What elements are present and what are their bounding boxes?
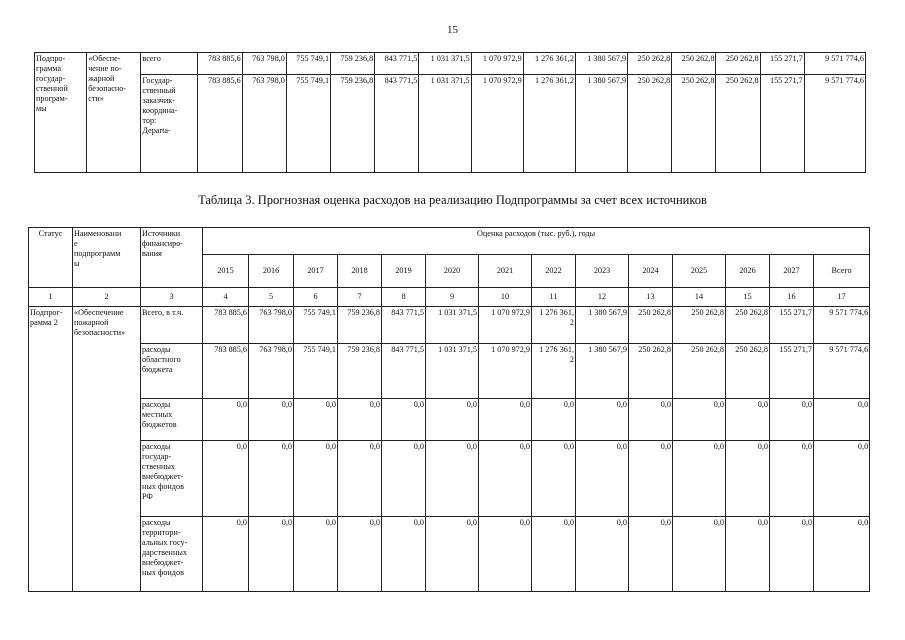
column-index: 10 [479, 288, 532, 307]
value-cell: 0,0 [479, 399, 532, 441]
value-cell: 250 262,8 [716, 53, 760, 75]
table-row [29, 517, 870, 592]
value-cell: 9 571 774,6 [804, 53, 865, 75]
value-cell: 1 380 567,9 [576, 307, 629, 344]
value-cell: 250 262,8 [628, 75, 672, 173]
column-index: 11 [532, 288, 576, 307]
source-cell: всего [141, 53, 197, 75]
column-index: 5 [249, 288, 294, 307]
value-cell: 1 276 361,2 [523, 53, 575, 75]
status-header: Статус [29, 228, 73, 288]
value-cell: 250 262,8 [716, 75, 760, 173]
source-cell: расходы местных бюджетов [141, 399, 203, 441]
value-cell: 0,0 [814, 441, 870, 517]
value-cell: 0,0 [382, 441, 426, 517]
value-cell: 250 262,8 [726, 344, 770, 399]
value-cell: 1 070 972,9 [479, 344, 532, 399]
value-cell: 155 271,7 [760, 53, 804, 75]
value-cell: 0,0 [629, 517, 673, 592]
value-cell: 155 271,7 [770, 307, 814, 344]
year-header: 2016 [249, 255, 294, 288]
source-cell: расходы государ- ственных внебюджет- ных фондов РФ [141, 441, 203, 517]
value-cell: 843 771,5 [382, 307, 426, 344]
value-cell: 0,0 [382, 399, 426, 441]
value-cell: 0,0 [426, 399, 479, 441]
table-continuation [34, 52, 866, 173]
value-cell: 155 271,7 [760, 75, 804, 173]
value-cell: 1 380 567,9 [575, 53, 627, 75]
source-cell: Всего, в т.ч. [141, 307, 203, 344]
year-header: 2022 [532, 255, 576, 288]
estimate-header: Оценка расходов (тыс. руб.), годы [203, 228, 870, 255]
value-cell: 0,0 [576, 441, 629, 517]
source-header: Источники финансиро- вания [141, 228, 203, 288]
status-cell: Подпро- грамма государ- ственной програм- мы [35, 53, 87, 173]
value-cell: 0,0 [726, 517, 770, 592]
column-index: 3 [141, 288, 203, 307]
value-cell: 763 798,0 [249, 307, 294, 344]
value-cell: 0,0 [673, 441, 726, 517]
year-header: 2017 [294, 255, 338, 288]
column-index: 9 [426, 288, 479, 307]
name-cell: «Обеспечение пожарной безопасности» [73, 307, 141, 592]
year-header: 2027 [770, 255, 814, 288]
column-index: 17 [814, 288, 870, 307]
value-cell: 1 070 972,9 [471, 75, 523, 173]
value-cell: 0,0 [673, 399, 726, 441]
year-header: Всего [814, 255, 870, 288]
value-cell: 0,0 [479, 517, 532, 592]
value-cell: 0,0 [249, 441, 294, 517]
year-header: 2023 [576, 255, 629, 288]
value-cell: 0,0 [576, 399, 629, 441]
value-cell: 1 380 567,9 [576, 344, 629, 399]
value-cell: 843 771,5 [382, 344, 426, 399]
value-cell: 1 031 371,5 [419, 75, 471, 173]
table-row [29, 441, 870, 517]
value-cell: 0,0 [532, 441, 576, 517]
year-header: 2026 [726, 255, 770, 288]
source-cell: Государ- ственный заказчик- координа- тор: Деparta- [141, 75, 197, 173]
table-row [35, 75, 866, 173]
value-cell: 9 571 774,6 [814, 307, 870, 344]
value-cell: 1 031 371,5 [419, 53, 471, 75]
value-cell: 0,0 [203, 517, 249, 592]
value-cell: 0,0 [294, 441, 338, 517]
value-cell: 0,0 [673, 517, 726, 592]
value-cell: 763 798,0 [242, 75, 286, 173]
table-row [29, 399, 870, 441]
value-cell: 250 262,8 [673, 307, 726, 344]
year-header: 2024 [629, 255, 673, 288]
value-cell: 250 262,8 [629, 344, 673, 399]
column-index: 6 [294, 288, 338, 307]
value-cell: 759 236,8 [331, 75, 375, 173]
header-row [29, 228, 870, 255]
value-cell: 250 262,8 [672, 53, 716, 75]
value-cell: 250 262,8 [726, 307, 770, 344]
column-index: 1 [29, 288, 73, 307]
value-cell: 0,0 [770, 399, 814, 441]
name-header: Наименовани е подпрограмм ы [73, 228, 141, 288]
name-cell: «Обеспе- чение по- жарной безопасно- сти» [87, 53, 141, 173]
value-cell: 1 276 361, 2 [532, 307, 576, 344]
column-index: 14 [673, 288, 726, 307]
value-cell: 843 771,5 [375, 53, 419, 75]
value-cell: 0,0 [338, 399, 382, 441]
value-cell: 0,0 [576, 517, 629, 592]
value-cell: 763 798,0 [242, 53, 286, 75]
column-index: 16 [770, 288, 814, 307]
value-cell: 0,0 [814, 517, 870, 592]
value-cell: 0,0 [814, 399, 870, 441]
value-cell: 755 749,1 [286, 75, 330, 173]
value-cell: 0,0 [532, 517, 576, 592]
value-cell: 250 262,8 [672, 75, 716, 173]
column-index: 15 [726, 288, 770, 307]
value-cell: 0,0 [629, 399, 673, 441]
status-cell: Подпрог- рамма 2 [29, 307, 73, 592]
value-cell: 0,0 [249, 517, 294, 592]
year-header: 2025 [673, 255, 726, 288]
value-cell: 0,0 [203, 399, 249, 441]
value-cell: 783 885,6 [203, 307, 249, 344]
column-index: 12 [576, 288, 629, 307]
source-cell: расходы территори- альных госу- дарственных внебюджет- ных фондов [141, 517, 203, 592]
value-cell: 0,0 [294, 517, 338, 592]
value-cell: 763 798,0 [249, 344, 294, 399]
value-cell: 250 262,8 [629, 307, 673, 344]
value-cell: 759 236,8 [331, 53, 375, 75]
value-cell: 783 885,6 [197, 53, 242, 75]
year-header: 2020 [426, 255, 479, 288]
value-cell: 759 236,8 [338, 344, 382, 399]
column-index: 7 [338, 288, 382, 307]
value-cell: 755 749,1 [286, 53, 330, 75]
page-number: 15 [447, 24, 458, 36]
value-cell: 0,0 [770, 517, 814, 592]
value-cell: 1 276 361, 2 [532, 344, 576, 399]
value-cell: 9 571 774,6 [804, 75, 865, 173]
column-index: 2 [73, 288, 141, 307]
value-cell: 0,0 [726, 441, 770, 517]
value-cell: 155 271,7 [770, 344, 814, 399]
value-cell: 755 749,1 [294, 307, 338, 344]
value-cell: 1 031 371,5 [426, 307, 479, 344]
value-cell: 9 571 774,6 [814, 344, 870, 399]
value-cell: 1 380 567,9 [575, 75, 627, 173]
value-cell: 250 262,8 [673, 344, 726, 399]
value-cell: 1 276 361,2 [523, 75, 575, 173]
column-index: 8 [382, 288, 426, 307]
year-header: 2021 [479, 255, 532, 288]
value-cell: 0,0 [203, 441, 249, 517]
column-index: 13 [629, 288, 673, 307]
value-cell: 0,0 [629, 441, 673, 517]
value-cell: 1 070 972,9 [479, 307, 532, 344]
table-row [35, 53, 866, 75]
value-cell: 0,0 [338, 517, 382, 592]
value-cell: 843 771,5 [375, 75, 419, 173]
table-row [29, 344, 870, 399]
column-index: 4 [203, 288, 249, 307]
value-cell: 0,0 [532, 399, 576, 441]
year-header: 2015 [203, 255, 249, 288]
value-cell: 0,0 [249, 399, 294, 441]
value-cell: 1 070 972,9 [471, 53, 523, 75]
value-cell: 0,0 [770, 441, 814, 517]
year-header: 2019 [382, 255, 426, 288]
source-cell: расходы областного бюджета [141, 344, 203, 399]
value-cell: 0,0 [726, 399, 770, 441]
table-caption: Таблица 3. Прогнозная оценка расходов на реализацию Подпрограммы за счет всех источников [198, 193, 707, 207]
value-cell: 0,0 [294, 399, 338, 441]
column-index-row [29, 288, 870, 307]
table-row [29, 307, 870, 344]
value-cell: 250 262,8 [628, 53, 672, 75]
forecast-expenses-table [28, 227, 870, 592]
value-cell: 0,0 [426, 441, 479, 517]
value-cell: 783 885,6 [197, 75, 242, 173]
value-cell: 0,0 [338, 441, 382, 517]
year-header: 2018 [338, 255, 382, 288]
value-cell: 755 749,1 [294, 344, 338, 399]
value-cell: 1 031 371,5 [426, 344, 479, 399]
value-cell: 759 236,8 [338, 307, 382, 344]
value-cell: 783 885,6 [203, 344, 249, 399]
value-cell: 0,0 [479, 441, 532, 517]
value-cell: 0,0 [426, 517, 479, 592]
value-cell: 0,0 [382, 517, 426, 592]
